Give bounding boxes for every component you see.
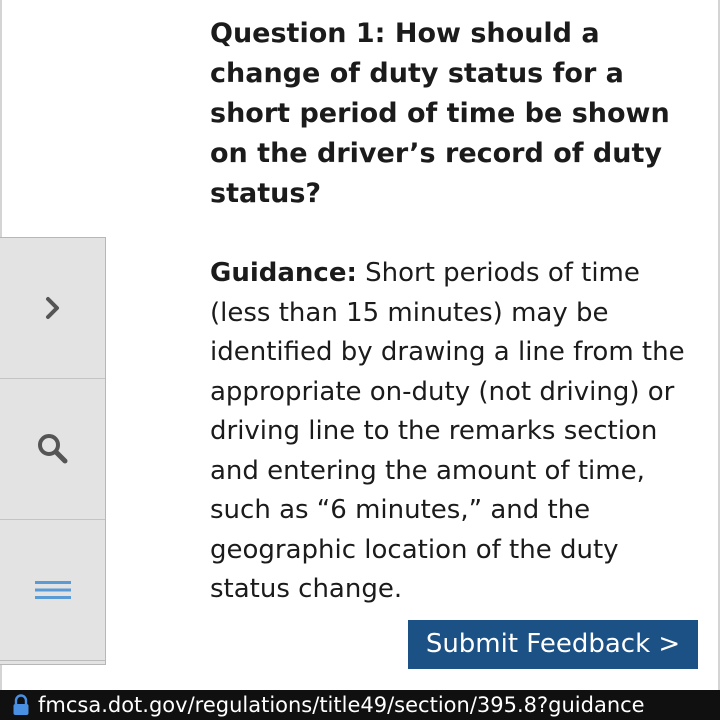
side-toolbar xyxy=(0,237,106,665)
guidance-text: Short periods of time (less than 15 minutes) may be identified by drawing a line from the appropriate on-duty (not driving) or driving line to the remarks section and entering the amount of time, such as “6 minutes,” and the geographic location of the duty status change. xyxy=(210,258,685,604)
search-icon xyxy=(36,432,70,466)
expand-toolbar-button[interactable] xyxy=(0,238,105,379)
chevron-right-icon xyxy=(43,294,63,322)
guidance-label: Guidance: xyxy=(210,258,357,288)
search-button[interactable] xyxy=(0,379,105,520)
question-heading: Question 1: How should a change of duty status for a short period of time be shown on the driver’s record of duty status? xyxy=(210,18,670,209)
address-bar[interactable] xyxy=(0,690,720,720)
guidance-paragraph xyxy=(210,254,690,610)
menu-icon xyxy=(33,579,73,601)
guidance-article xyxy=(210,14,690,610)
address-bar-url: fmcsa.dot.gov/regulations/title49/section/395.8?guidance xyxy=(38,693,645,717)
submit-feedback-button[interactable]: Submit Feedback > xyxy=(408,620,698,669)
menu-button[interactable] xyxy=(0,520,105,661)
lock-icon xyxy=(12,694,30,716)
